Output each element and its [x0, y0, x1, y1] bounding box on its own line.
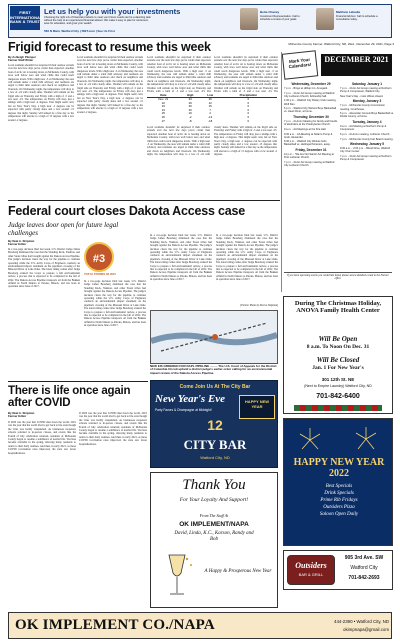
outsiders-sub: BAR & GRILL: [298, 572, 324, 577]
frigid-text-col-3: Local residents shouldn't be surprised if their outdoor errands over the next few days prove colder than expected. Another bout of arctic air is bearing down on McKenzie County, with lows well below zero and wind chills that could reach dangerous levels. With a high near -5 on Wednesday, the area will remain under a wind chill advisory and residents are urged to limit time outdoors and check on neighbors and livestock. On Wednesday night, the temperature will drop to a low of -24 with cloudy skies. Weather will remain on the frigid side on Thursday and Friday with a high of -5 and a low near -23. The: [147, 56, 211, 92]
anova-note: (Next to Empire Laundry) Watford City, ND: [304, 384, 372, 388]
anova-open-line: Will Be Open: [318, 335, 358, 343]
weather-row: Dec. 21 33 26 0: [158, 97, 250, 101]
fireworks-icon: [290, 425, 388, 455]
staff-card-1: [240, 8, 310, 32]
staff-photo-2: [316, 8, 334, 30]
weather-header-low: Low: [201, 93, 220, 98]
holiday-border: [294, 405, 382, 411]
calendar-entry: 12 p.m. - 'We Are Not Saints' AA Meeting at First Lutheran Church.: [284, 153, 334, 160]
calendar-day: Monday, January 3: [352, 99, 382, 104]
city-bar-name: CITY BAR: [183, 437, 247, 452]
calendar-entry: 7 p.m. - McKenzie County Commission meeting, Courthouse.: [340, 104, 385, 111]
calendar-entry: 7 p.m. - Al-Anon Meeting for family and friends of alcoholics at the Presbyterian Church.: [284, 120, 338, 127]
outsiders-name: Outsiders: [295, 561, 327, 570]
anova-phone: 701-842-6400: [316, 393, 360, 400]
calendar-entry: 7 p.m. - 24-Hr AA Group meeting at Watford City Lutheran Church, fellowship hall.: [284, 91, 335, 98]
outsiders-address: 905 3rd Ave. SW: [344, 555, 384, 561]
calendar-entry: 1:30 p.m. - Watford City Rotary Club meeting, Wolf Den.: [284, 99, 337, 106]
staff-name-1: Bette Chaney: [260, 10, 280, 14]
calendar-month: DECEMBER 2021: [321, 54, 392, 76]
staff-name-2: Matthew Labadie: [336, 10, 361, 14]
champagne-glass-icon: [157, 551, 197, 601]
pipeline-photo: [150, 310, 278, 364]
calendar-entry: 7 p.m. - 24-Hr AA Group meeting at Northern Pump & Compressor.: [340, 154, 392, 162]
specials-list: [294, 483, 384, 518]
covid-text-col-2: If 2020 was the year that COVID shut down the world, 2021 was the year that the world tried to get back to life even though the virus was hardly vanquished. As businesses reopened, schools returned to in-person classes, and events like the Fourth of July celebration returned, residents of McKenzie County began to resume a semblance of normal life. Vaccines became available in the spring, allowing many residents to return to their daily routines. And then, in early 2021, as those COVID vaccination rates improved, the state saw fewer hospitalizations.: [79, 412, 147, 446]
thank-you-business: OK IMPLEMENT/NAPA: [179, 521, 249, 528]
outsiders-logo: [287, 555, 335, 585]
frigid-text-lower: Local residents shouldn't be surprised if their outdoor errands over the next few days prove colder than expected. Another bout of arctic air is bearing down on McKenzie County, with lows well below zero and wind chills that could reach dangerous levels. With a high near -5 on Wednesday, the area will remain under a wind chill advisory and residents are urged to limit time outdoors and check on neighbors and livestock. On Wednesday night, the temperature will drop to a low of -24 with cloudy skies. Weather will remain on the frigid side on Thursday and Friday with a high of -5 and a low near -23. The temperature on Friday will drop just a smidge with a high near -4 degrees. That might seem cold, but on New Year's Day, a high near -1 degrees can be expected with partly cloudy skies and a low around -15 degrees that night. Sunday will indeed be a fine day as the temperature will elevate to a high of 15 degrees with a low around -2 degrees.: [147, 126, 277, 157]
city-bar-address: Watford City, ND: [200, 455, 230, 460]
ok-implement-email: okimpnapa@gmail.com: [343, 627, 389, 632]
banner-headline: Let us help you with your investments: [44, 7, 181, 16]
calendar-entry: 7 p.m. - McKenzie County Fair Board meeting.: [340, 137, 394, 141]
section-divider: [8, 381, 148, 382]
calendar-day: Thursday, December 30: [293, 115, 329, 120]
city-bar-happy: HAPPY NEW YEAR: [239, 395, 275, 419]
mark-your-calendars-label: Mark Your Calendars!: [282, 50, 319, 79]
city-bar-tagline: Come Join Us At The City Bar: [179, 384, 251, 390]
calendar-entry: 7 p.m. - Bingo at Hilltop Inn, Arnegard.: [284, 87, 328, 90]
city-bar-subtitle: Party Favors & Champagne at Midnight!: [155, 408, 212, 412]
weather-table: [147, 93, 277, 123]
calendar-entry: 6 p.m. - Al-Anon meeting, Lutheran Church.: [340, 132, 391, 136]
calendar-day: Friday, December 31: [295, 148, 327, 153]
dapl-headline: Federal court closes Dakota Access case: [8, 204, 246, 218]
weather-row: 24 26 7 0: [161, 107, 250, 112]
staff-photo-1: [240, 8, 258, 30]
staff-card-2: [316, 8, 386, 32]
top-stories-badge: #3: [84, 242, 114, 272]
weather-row: 25 19 2 0: [161, 111, 250, 116]
thank-you-names: David, Linda, K.C., Karson, Randy and Bob: [174, 531, 254, 542]
new-year-banner: HAPPY NEW YEAR 2022: [293, 457, 385, 479]
thank-you-staff-line: From The Staff At: [199, 513, 229, 518]
ok-implement-ad: [8, 612, 392, 639]
calendar-day: Tuesday, January 4: [352, 120, 382, 125]
thank-you-subtitle: For Your Loyalty And Support!: [179, 497, 249, 503]
dapl-text-col-1: In a two-page decision filed last week, U.S. District Judge James Boasberg dismissed the case that the Standing Rock, Yankton, and other Sioux tribes had brought against the Dakota Access Pipeline. The judge's decision clears the way for the pipeline to continue operating while the U.S. Army Corps of Engineers conducts an environmental impact statement on the pipeline's crossing of the Missouri River at Lake Oahe. The latest ruling comes after Judge Boasberg ordered the Corps to prepare a full environmental review, a process that is expected to be completed in the fall of 2022. The Dakota Access Pipeline transports oil from the Bakken oilfield in North Dakota to Patoka, Illinois, and has been in operation since June of 2017.: [8, 248, 80, 289]
city-bar-title: New Year's Eve: [155, 393, 226, 405]
pipeline-note: NEW EIS ORDERED FOR DAPL PIPELINE ......... The U.S. Court of Appeals for the District of Columbia Circuit upheld a district judge's earlier order calling for an environmental impact review of the Dakota Access Pipeline.: [150, 364, 277, 375]
specials-item: Drink Specials: [324, 491, 354, 496]
calendar-entry: New Year's Day - most offices closed.: [340, 94, 384, 98]
pipeline-illustration: [151, 311, 277, 363]
thank-you-title: Thank You: [182, 477, 246, 493]
calendar-entry: 9:30 a.m. - 2:00 p.m. - Blood Drive, Watford City Civic Center.: [340, 147, 391, 154]
frigid-text-col-2: Local residents shouldn't be surprised if their outdoor errands over the next few days prove colder than expected. Another bout of arctic air is bearing down on McKenzie County, with lows well below zero and wind chills that could reach dangerous levels. With a high near -5 on Wednesday, the area will remain under a wind chill advisory and residents are urged to limit time outdoors and check on neighbors and livestock. On Wednesday night, the temperature will drop to a low of -24 with cloudy skies. Weather will remain on the frigid side on Thursday and Friday with a high of -5 and a low near -23. The temperature on Friday will drop just a smidge with a high near -4 degrees. That might seem cold, but on New Year's Day, a high near -1 degrees can be expected with partly cloudy skies and a low around -15 degrees that night. Sunday will indeed be a fine day as the temperature will elevate to a high of 15 degrees with a low around -2 degrees.: [77, 56, 143, 114]
calendar-entry: 6 p.m. - Alexander Comets Boys Basketball vs. Divide County, at home.: [340, 112, 394, 119]
anova-address: 301 12th St. NE: [321, 377, 355, 382]
anova-open-hours: 8 a.m. To Noon On Dec. 31: [306, 344, 370, 350]
dapl-deck: Judge leaves door open for future legal challenges: [8, 221, 119, 237]
calendar-day: Wednesday, January 5: [349, 142, 385, 147]
weather-header-high: High: [180, 93, 201, 98]
outsiders-phone: 701-842-2693: [348, 575, 380, 581]
frigid-text-col-1: Local residents shouldn't be surprised if their outdoor errands over the next few days prove colder than expected. Another bout of arctic air is bearing down on McKenzie County, with lows well below zero and wind chills that could reach dangerous levels. With a high near -5 on Wednesday, the area will remain under a wind chill advisory and residents are urged to limit time outdoors and check on neighbors and livestock. On Wednesday night, the temperature will drop to a low of -24 with cloudy skies. Weather will remain on the frigid side on Thursday and Friday with a high of -5 and a low near -23. The temperature on Friday will drop just a smidge with a high near -4 degrees. That might seem cold, but on New Year's Day, a high near -1 degrees can be expected with partly cloudy skies and a low around -15 degrees that night. Sunday will indeed be a fine day as the temperature will elevate to a high of 15 degrees with a low around -2 degrees.: [8, 64, 74, 122]
outsiders-city: Watford City: [350, 565, 378, 571]
calendar-footer: If you have upcoming events you would like listed, please send a detailed e-mail to the Farmer office.: [284, 272, 392, 280]
thank-you-ad: [150, 472, 278, 608]
anova-health-ad: [283, 296, 393, 414]
top-stories-label: TOP 10 STORIES OF 2021: [84, 273, 116, 276]
calendar-day: Wednesday, December 29: [291, 82, 331, 86]
section-divider: [8, 200, 280, 201]
dapl-byline: By Neal A. Shipman Farmer Editor: [8, 239, 35, 247]
staff-detail-2: Financial Advisor. Call to schedule a consultation today.: [336, 15, 378, 22]
city-bar-ad: [150, 380, 278, 468]
outsiders-bar-ad: [283, 550, 393, 590]
dapl-text-col-2: In a two-page decision filed last week, U.S. District Judge James Boasberg dismissed the case that the Standing Rock, Yankton, and other Sioux tribes had brought against the Dakota Access Pipeline. The judge's decision clears the way for the pipeline to continue operating while the U.S. Army Corps of Engineers conducts an environmental impact statement on the pipeline's crossing of the Missouri River at Lake Oahe. The latest ruling comes after Judge Boasberg ordered the Corps to prepare a full environmental review, a process that is expected to be completed in the fall of 2022. The Dakota Access Pipeline transports oil from the Bakken oilfield in North Dakota to Patoka, Illinois, and has been in operation since June of 2017.: [84, 280, 146, 328]
specials-item: Best Specials: [325, 484, 353, 489]
calendar-entry: 9 a.m. - AA Meetings at the Fire Hall.: [284, 127, 327, 131]
ok-implement-phone: 444-2390 • Watford City, ND: [334, 619, 389, 624]
banner-body: Choosing the right mix of financial products to meet your future needs can be a daunting task without the help of an experienced financial advisor. We make it easy to plan for retirement, save for education, and grow your wealth.: [44, 16, 151, 26]
thank-you-happy: A Happy & Prosperous New Year: [204, 569, 272, 574]
saloon-hours: Saloon Open Daily: [319, 512, 359, 517]
paper-folio: McKenzie County Farmer, Watford City, ND, Wed., December 29, 2021, Page 3: [288, 42, 394, 46]
frigid-text-col-4: Local residents shouldn't be surprised if their outdoor errands over the next few days prove colder than expected. Another bout of arctic air is bearing down on McKenzie County, with lows well below zero and wind chills that could reach dangerous levels. With a high near -5 on Wednesday, the area will remain under a wind chill advisory and residents are urged to limit time outdoors and check on neighbors and livestock. On Wednesday night, the temperature will drop to a low of -24 with cloudy skies. Weather will remain on the frigid side on Thursday and Friday with a high of -5 and a low near -23. The: [214, 56, 278, 92]
calendar-column-2: [340, 81, 394, 163]
weather-row: 22 29 12 0: [161, 100, 250, 105]
frigid-byline: By Ashleigh Plumper Farmer Staff Writer: [8, 55, 37, 63]
calendar-entry: 7 p.m. - 24-Hr AA Group meeting at Watford City Lutheran Church.: [284, 160, 335, 167]
weather-row: 26 -2 -13 0: [161, 114, 250, 119]
city-bar-clock: 12: [207, 417, 223, 433]
staff-detail-1: Investment Representative. Call to schedule a review of your goals.: [260, 15, 300, 22]
weather-row: 27 -8 -18 0: [161, 118, 250, 123]
bank-logo: FIRST INTERNATIONAL BANK & TRUST: [10, 6, 40, 30]
weather-header-date: Date: [147, 93, 180, 98]
covid-headline: There is life once again after COVID: [8, 385, 131, 409]
anova-title: During The Christmas Holiday, ANOVA Family Health Center: [294, 300, 382, 315]
weather-row: 23 30 15 0: [161, 104, 250, 109]
anova-closed-date: Jan. 1 For New Year's: [312, 365, 364, 371]
dapl-text-col-3: In a two-page decision filed last week, U.S. District Judge James Boasberg dismissed the case that the Standing Rock, Yankton, and other Sioux tribes had brought against the Dakota Access Pipeline. The judge's decision clears the way for the pipeline to continue operating while the U.S. Army Corps of Engineers conducts an environmental impact statement on the pipeline's crossing of the Missouri River at Lake Oahe. The latest ruling comes after Judge Boasberg ordered the Corps to prepare a full environmental review, a process that is expected to be completed in the fall of 2022. The Dakota Access Pipeline transports oil from the Bakken oilfield in North Dakota to Patoka, Illinois, and has been in operation since June of 2017.: [150, 234, 212, 282]
calendar-entry: 6:30 p.m. - Watford City Wolves Girls Basketball vs. Hettinger/Scranton, away.: [284, 140, 331, 147]
dapl-text-col-4: In a two-page decision filed last week, U.S. District Judge James Boasberg dismissed the case that the Standing Rock, Yankton, and other Sioux tribes had brought against the Dakota Access Pipeline. The judge's decision clears the way for the pipeline to continue operating while the U.S. Army Corps of Engineers conducts an environmental impact statement on the pipeline's crossing of the Missouri River at Lake Oahe. The latest ruling comes after Judge Boasberg ordered the Corps to prepare a full environmental review, a process that is expected to be completed in the fall of 2022. The Dakota Access Pipeline transports oil from the Bakken oilfield in North Dakota to Patoka, Illinois, and has been in operation since June of 2017.: [216, 234, 278, 282]
ok-implement-name: OK IMPLEMENT CO./NAPA: [15, 617, 215, 633]
calendar-entry: 7 p.m. - 24-Hr AA Group meeting at Northern Pump & Compressor, Watford City.: [340, 87, 392, 94]
outsiders-new-year-ad: [283, 418, 393, 546]
weather-header-precip: Precipitation: [220, 93, 277, 98]
calendar-entry: 9 a.m. - AA Meeting at Northern Pump & Compressor.: [340, 125, 387, 132]
banner-footer: 566 N Main, Watford City | FIBT.com | See Us First: [44, 29, 115, 33]
calendar-day: Saturday, January 1: [351, 82, 383, 86]
calendar-entry: 5 p.m. - Watford City Wolves Boys Basketball vs. Heart River, at home.: [284, 107, 337, 114]
calendar-left-rule: [281, 52, 282, 292]
specials-item: Prime Rib Fridays: [320, 498, 358, 503]
specials-item: Outsiders Pizza: [323, 505, 355, 510]
calendar-column-1: [284, 81, 338, 169]
calendar-entry: 9:30 a.m. - AA Meeting at Nolan's Pump & Grub, Alexander.: [284, 132, 333, 139]
photo-credit: (Farmer Photo by Neal A. Shipman): [240, 304, 278, 307]
frigid-headline: Frigid forecast to resume this week: [8, 40, 211, 54]
covid-text-col-1: If 2020 was the year that COVID shut down the world, 2021 was the year that the world tried to get back to life even though the virus was hardly vanquished. As businesses reopened, schools returned to in-person classes, and events like the Fourth of July celebration returned, residents of McKenzie County began to resume a semblance of normal life. Vaccines became available in the spring, allowing many residents to return to their daily routines. And then, in early 2021, as those COVID vaccination rates improved, the state saw fewer hospitalizations.: [8, 421, 76, 455]
anova-closed-line: Will Be Closed: [316, 356, 360, 364]
covid-byline: By Neal A. Shipman Farmer Editor: [8, 411, 35, 419]
